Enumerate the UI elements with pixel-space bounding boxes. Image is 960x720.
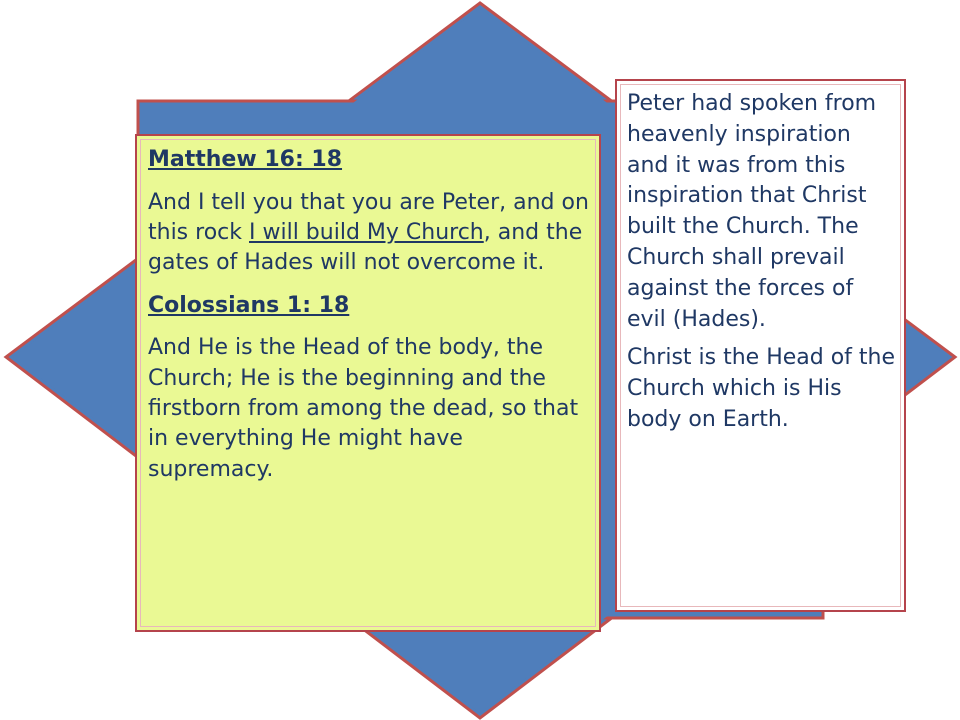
commentary-panel: [615, 79, 906, 612]
commentary-paragraph-2: Christ is the Head of the Church which is His body on Earth.: [627, 345, 896, 432]
verse-matthew-part-a: And I tell you that you are Peter, and on this rock: [148, 189, 589, 245]
commentary-paragraph-1: Peter had spoken from heavenly inspiration and it was from this inspiration that Christ built the Church. The Church shall prevail against the forces of evil (Hades).: [627, 91, 877, 332]
verse-colossians: And He is the Head of the body, the Church; He is the beginning and the firstborn from among the dead, so that in everything He might have supremacy.: [148, 335, 579, 482]
reference-matthew: Matthew 16: 18: [148, 147, 343, 172]
verse-matthew-underlined: I will build My Church: [249, 219, 484, 245]
reference-colossians: Colossians 1: 18: [148, 292, 350, 318]
scripture-panel: [135, 134, 601, 632]
verse-matthew: [148, 188, 589, 279]
verse-matthew-part-b: , and the gates of Hades will not overcome it.: [148, 219, 583, 276]
